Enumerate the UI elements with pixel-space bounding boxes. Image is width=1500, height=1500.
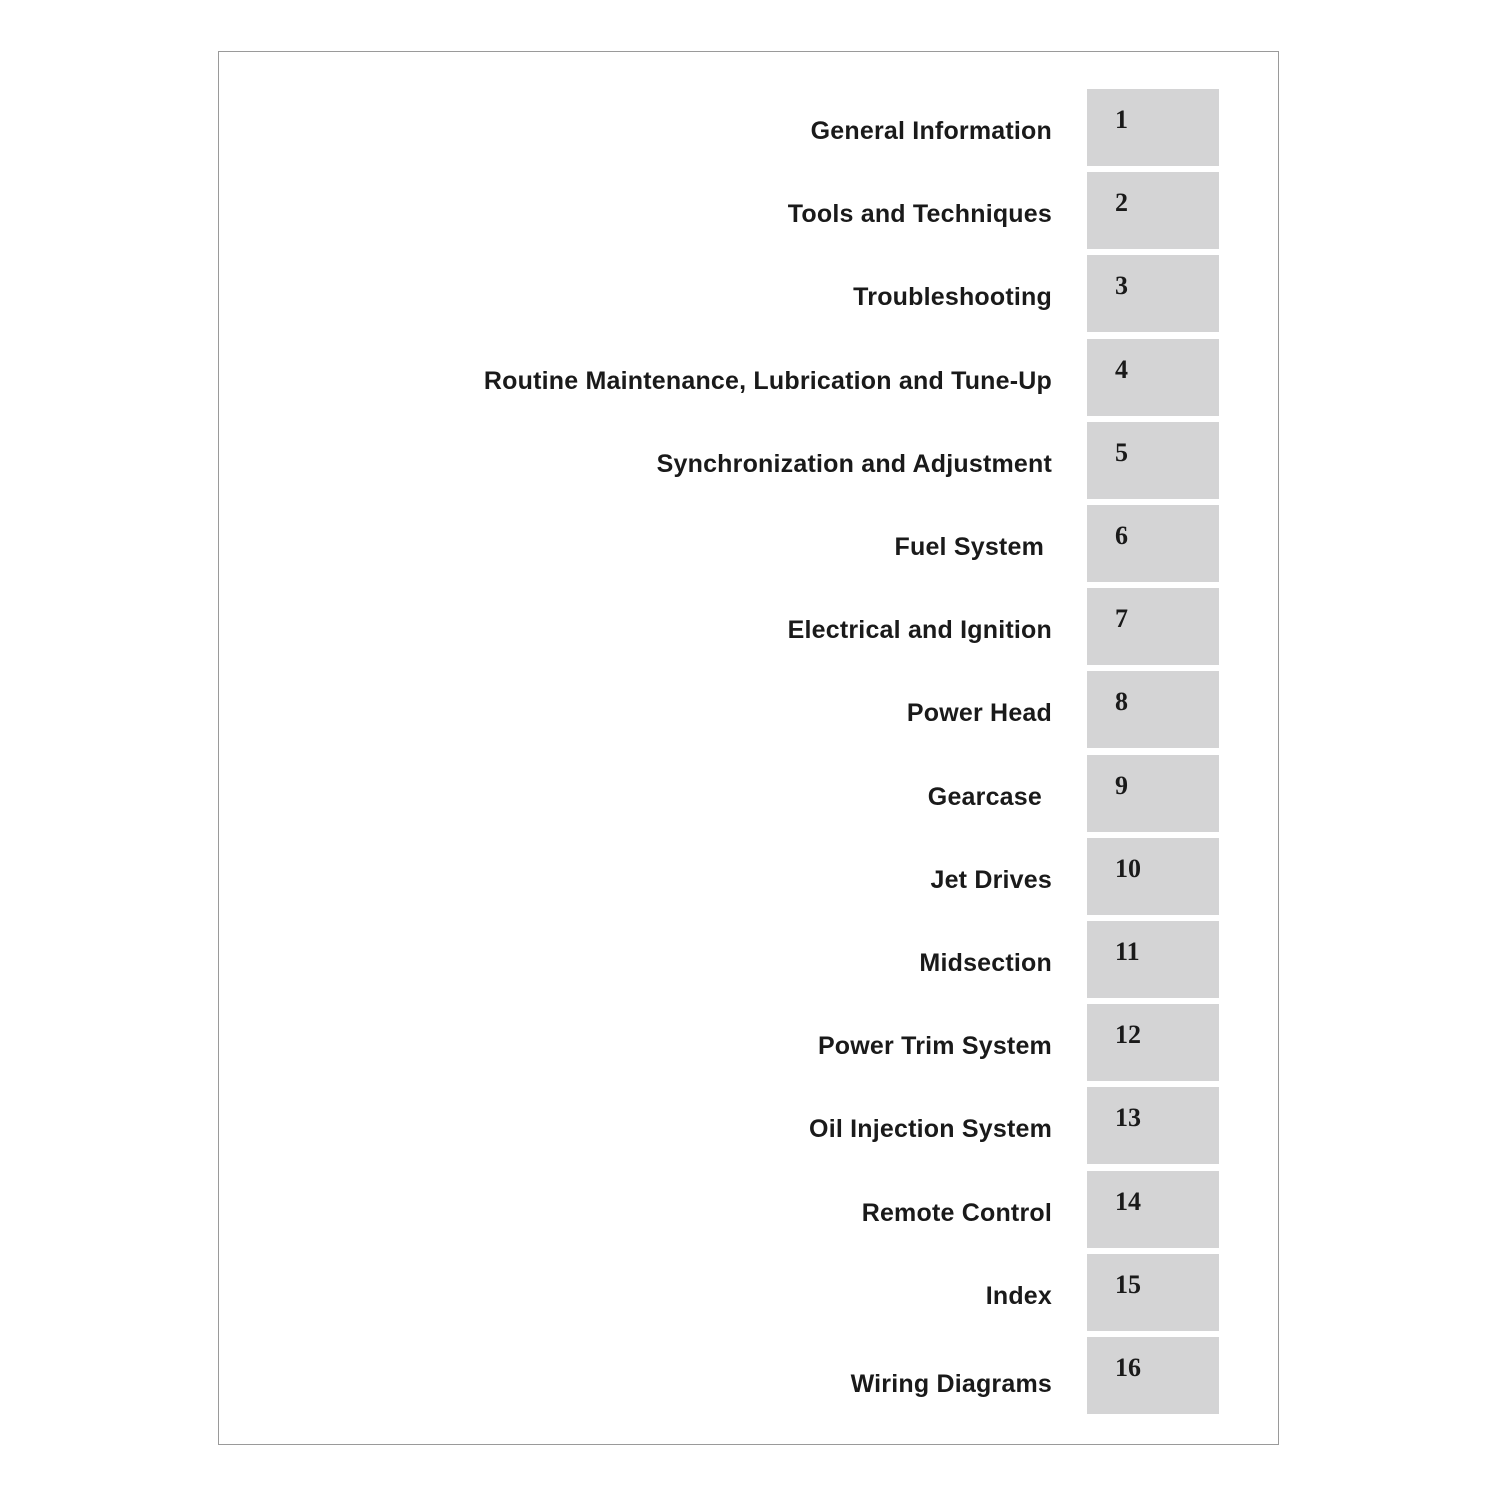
chapter-tab[interactable] [1087, 671, 1219, 748]
chapter-number: 13 [1115, 1103, 1141, 1133]
chapter-title[interactable]: Oil Injection System [809, 1115, 1052, 1144]
chapter-row[interactable] [219, 172, 1278, 249]
chapter-row[interactable] [219, 671, 1278, 748]
chapter-number: 15 [1115, 1269, 1141, 1299]
chapter-number: 11 [1115, 937, 1140, 966]
chapter-tab[interactable] [1087, 255, 1219, 332]
chapter-title[interactable]: Midsection [919, 949, 1052, 977]
chapter-title[interactable]: Tools and Techniques [787, 200, 1052, 229]
chapter-number: 10 [1115, 853, 1141, 883]
chapter-number: 2 [1115, 188, 1128, 218]
chapter-tab[interactable] [1087, 89, 1219, 166]
chapter-tab[interactable] [1087, 588, 1219, 665]
chapter-number: 8 [1115, 687, 1128, 717]
chapter-tab[interactable] [1087, 1254, 1219, 1331]
chapter-number: 1 [1115, 105, 1128, 134]
chapter-title[interactable]: Synchronization and Adjustment [656, 449, 1052, 478]
chapter-tab[interactable] [1087, 921, 1219, 998]
chapter-title[interactable]: Index [985, 1281, 1052, 1310]
chapter-row[interactable] [219, 1171, 1278, 1248]
chapter-title[interactable]: Gearcase [927, 782, 1042, 811]
chapter-row[interactable] [219, 422, 1278, 499]
chapter-row[interactable] [219, 1004, 1278, 1081]
chapter-title[interactable]: Troubleshooting [853, 283, 1052, 312]
chapter-row[interactable] [219, 505, 1278, 582]
chapter-tab[interactable] [1087, 1087, 1219, 1164]
chapter-title[interactable]: Fuel System [894, 533, 1044, 561]
chapter-number: 6 [1115, 521, 1128, 550]
chapter-tab[interactable] [1087, 838, 1219, 915]
chapter-tab[interactable] [1087, 422, 1219, 499]
chapter-number: 9 [1115, 770, 1128, 800]
chapter-row[interactable] [219, 838, 1278, 915]
chapter-row[interactable] [219, 755, 1278, 832]
chapter-tab[interactable] [1087, 505, 1219, 582]
chapter-number: 4 [1115, 354, 1128, 384]
chapter-title[interactable]: Jet Drives [930, 865, 1052, 894]
chapter-row[interactable] [219, 1254, 1278, 1331]
chapter-tab[interactable] [1087, 755, 1219, 832]
chapter-number: 12 [1115, 1020, 1141, 1050]
chapter-index-page [218, 51, 1279, 1445]
chapter-tab[interactable] [1087, 172, 1219, 249]
chapter-title[interactable]: Power Head [906, 699, 1052, 728]
chapter-number: 7 [1115, 604, 1128, 634]
chapter-number: 3 [1115, 271, 1128, 301]
chapter-row[interactable] [219, 1087, 1278, 1164]
chapter-tab[interactable] [1087, 1171, 1219, 1248]
chapter-title[interactable]: Routine Maintenance, Lubrication and Tune-Up [483, 366, 1052, 395]
chapter-row[interactable] [219, 1337, 1278, 1414]
chapter-row[interactable] [219, 588, 1278, 665]
chapter-title[interactable]: Wiring Diagrams [850, 1370, 1052, 1398]
chapter-title[interactable]: Remote Control [861, 1198, 1052, 1227]
chapter-tab[interactable] [1087, 1004, 1219, 1081]
chapter-row[interactable] [219, 339, 1278, 416]
chapter-number: 5 [1115, 437, 1128, 467]
chapter-row[interactable] [219, 921, 1278, 998]
chapter-number: 14 [1115, 1186, 1141, 1216]
chapter-row[interactable] [219, 89, 1278, 166]
chapter-tab[interactable] [1087, 339, 1219, 416]
chapter-tab[interactable] [1087, 1337, 1219, 1414]
chapter-number: 16 [1115, 1353, 1141, 1382]
chapter-row[interactable] [219, 255, 1278, 332]
chapter-title[interactable]: Electrical and Ignition [787, 616, 1052, 645]
chapter-title[interactable]: General Information [810, 117, 1052, 145]
chapter-title[interactable]: Power Trim System [817, 1032, 1052, 1061]
